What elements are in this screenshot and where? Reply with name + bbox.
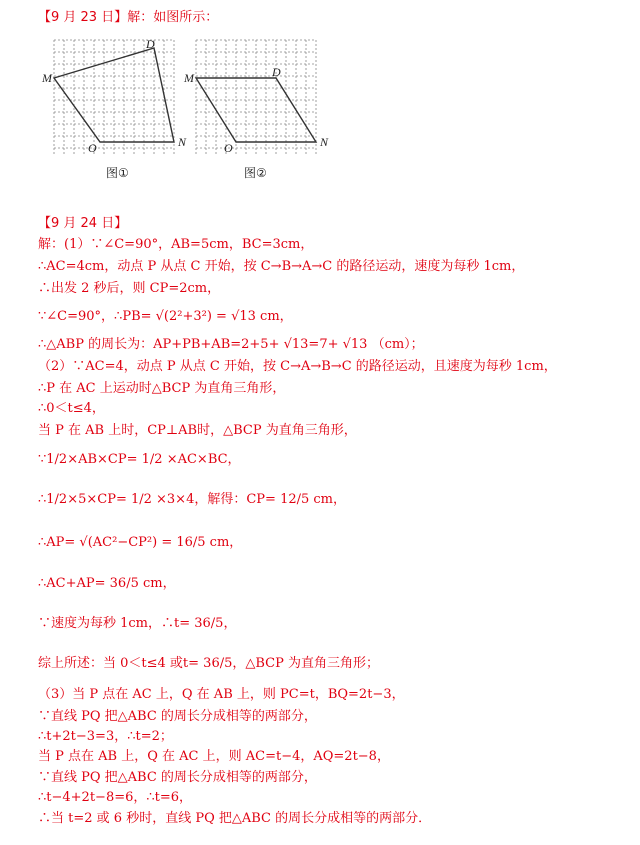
solution-line: 综上所述：当 0＜t≤4 或t= 36/5，△BCP 为直角三角形； — [38, 656, 379, 671]
solution-line: ∴△ABP 的周长为：AP+PB+AB=2+5+ √13=7+ √13 （cm）； — [38, 337, 424, 352]
solution-line: ∴0＜t≤4， — [38, 401, 105, 416]
solution-line: ∴AC+AP= 36/5 cm， — [38, 576, 176, 591]
solution-line: ∴t+2t−3=3，∴t=2； — [38, 729, 173, 744]
figure-1-grid — [44, 34, 194, 158]
fig2-label-o: O — [224, 141, 233, 155]
solution-line: ∴AC=4cm，动点 P 从点 C 开始，按 C→B→A→C 的路径运动，速度为每秒 1cm， — [38, 259, 525, 274]
solution-line: ∴t−4+2t−8=6，∴t=6， — [38, 790, 193, 805]
sep24-header: 【9 月 24 日】 — [38, 216, 128, 231]
solution-line: 解：(1）∵∠C=90°，AB=5cm，BC=3cm， — [38, 237, 314, 252]
solution-line: ∵速度为每秒 1cm，∴t= 36/5， — [38, 616, 237, 631]
solution-line: ∵直线 PQ 把△ABC 的周长分成相等的两部分， — [38, 770, 317, 785]
solution-line: （3）当 P 点在 AC 上，Q 在 AB 上，则 PC=t，BQ=2t−3， — [38, 687, 405, 702]
figure-2-caption: 图② — [244, 166, 267, 180]
solution-line: ∴1/2×5×CP= 1/2 ×3×4，解得：CP= 12/5 cm， — [38, 492, 347, 507]
figure-1 — [44, 34, 194, 162]
figure-2-grid — [186, 34, 336, 158]
solution-line: ∴AP= √(AC²−CP²) = 16/5 cm， — [38, 535, 243, 550]
sep23-header: 【9 月 23 日】解：如图所示： — [38, 10, 219, 25]
fig1-label-d: D — [146, 37, 155, 51]
figure-1-caption: 图① — [106, 166, 129, 180]
solution-line: ∴当 t=2 或 6 秒时，直线 PQ 把△ABC 的周长分成相等的两部分． — [38, 811, 432, 826]
fig2-label-d: D — [272, 65, 281, 79]
fig1-label-o: O — [88, 141, 97, 155]
solution-line: 当 P 在 AB 上时，CP⊥AB时，△BCP 为直角三角形， — [38, 423, 357, 438]
fig1-label-m: M — [42, 71, 52, 85]
solution-line: ∵1/2×AB×CP= 1/2 ×AC×BC， — [38, 452, 241, 467]
fig2-label-n: N — [320, 135, 329, 149]
solution-line: ∴P 在 AC 上运动时△BCP 为直角三角形， — [38, 381, 286, 396]
solution-line: （2）∵AC=4，动点 P 从点 C 开始，按 C→A→B→C 的路径运动，且速度为每秒 1cm， — [38, 359, 557, 374]
solution-line: 当 P 点在 AB 上，Q 在 AC 上，则 AC=t−4，AQ=2t−8， — [38, 749, 390, 764]
figure-2 — [186, 34, 336, 162]
solution-line: ∵∠C=90°，∴PB= √(2²+3²) = √13 cm， — [38, 309, 293, 324]
solution-line: ∵直线 PQ 把△ABC 的周长分成相等的两部分， — [38, 709, 317, 724]
solution-line: ∴出发 2 秒后，则 CP=2cm， — [38, 281, 221, 296]
fig1-label-n: N — [178, 135, 187, 149]
fig2-label-m: M — [184, 71, 194, 85]
